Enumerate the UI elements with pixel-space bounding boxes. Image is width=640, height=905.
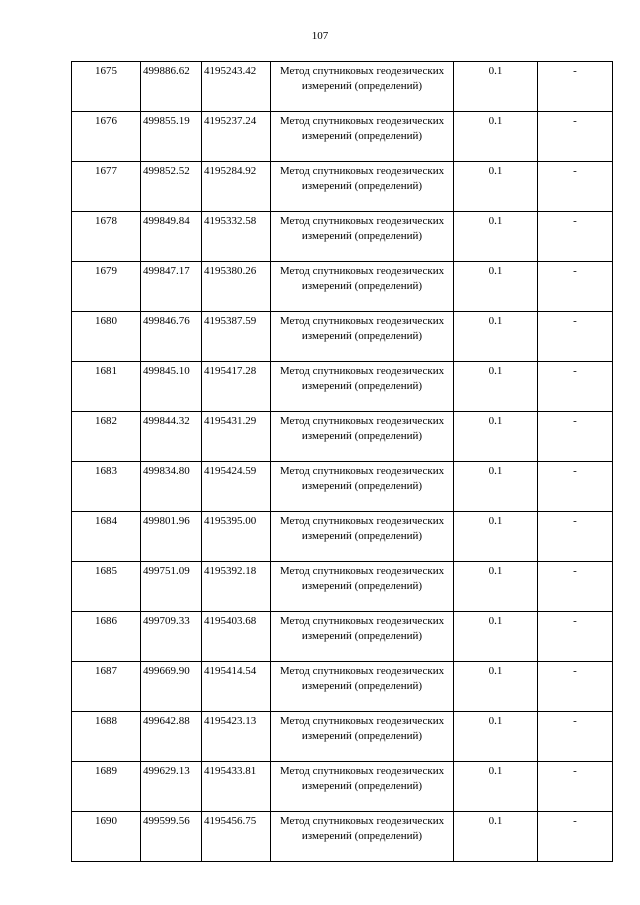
accuracy-cell: 0.1 (454, 662, 538, 712)
table-row (72, 362, 613, 412)
accuracy-cell: 0.1 (454, 312, 538, 362)
x-coordinate-cell: 499844.32 (141, 412, 202, 462)
note-cell: - (538, 312, 613, 362)
point-number-cell: 1689 (72, 762, 141, 812)
method-cell: Метод спутниковых геодезических измерений (определений) (271, 562, 454, 612)
table-row (72, 212, 613, 262)
x-coordinate-cell: 499642.88 (141, 712, 202, 762)
coordinates-table (71, 61, 613, 862)
note-cell: - (538, 162, 613, 212)
table-row (72, 512, 613, 562)
method-cell: Метод спутниковых геодезических измерений (определений) (271, 362, 454, 412)
y-coordinate-cell: 4195433.81 (202, 762, 271, 812)
method-cell: Метод спутниковых геодезических измерений (определений) (271, 462, 454, 512)
point-number-cell: 1681 (72, 362, 141, 412)
method-cell: Метод спутниковых геодезических измерений (определений) (271, 62, 454, 112)
table-row (72, 312, 613, 362)
method-cell: Метод спутниковых геодезических измерений (определений) (271, 262, 454, 312)
note-cell: - (538, 462, 613, 512)
method-cell: Метод спутниковых геодезических измерений (определений) (271, 212, 454, 262)
x-coordinate-cell: 499709.33 (141, 612, 202, 662)
method-cell: Метод спутниковых геодезических измерений (определений) (271, 312, 454, 362)
note-cell: - (538, 262, 613, 312)
method-cell: Метод спутниковых геодезических измерений (определений) (271, 712, 454, 762)
y-coordinate-cell: 4195237.24 (202, 112, 271, 162)
method-cell: Метод спутниковых геодезических измерений (определений) (271, 112, 454, 162)
y-coordinate-cell: 4195392.18 (202, 562, 271, 612)
accuracy-cell: 0.1 (454, 612, 538, 662)
table-row (72, 62, 613, 112)
x-coordinate-cell: 499855.19 (141, 112, 202, 162)
note-cell: - (538, 212, 613, 262)
x-coordinate-cell: 499629.13 (141, 762, 202, 812)
table-row (72, 162, 613, 212)
table-row (72, 112, 613, 162)
y-coordinate-cell: 4195380.26 (202, 262, 271, 312)
table-row (72, 262, 613, 312)
note-cell: - (538, 112, 613, 162)
note-cell: - (538, 412, 613, 462)
y-coordinate-cell: 4195431.29 (202, 412, 271, 462)
method-cell: Метод спутниковых геодезических измерений (определений) (271, 512, 454, 562)
y-coordinate-cell: 4195332.58 (202, 212, 271, 262)
table-row (72, 612, 613, 662)
note-cell: - (538, 812, 613, 862)
point-number-cell: 1678 (72, 212, 141, 262)
accuracy-cell: 0.1 (454, 562, 538, 612)
x-coordinate-cell: 499669.90 (141, 662, 202, 712)
point-number-cell: 1677 (72, 162, 141, 212)
method-cell: Метод спутниковых геодезических измерений (определений) (271, 812, 454, 862)
y-coordinate-cell: 4195417.28 (202, 362, 271, 412)
x-coordinate-cell: 499834.80 (141, 462, 202, 512)
table-row (72, 712, 613, 762)
accuracy-cell: 0.1 (454, 512, 538, 562)
method-cell: Метод спутниковых геодезических измерений (определений) (271, 162, 454, 212)
accuracy-cell: 0.1 (454, 262, 538, 312)
table-row (72, 462, 613, 512)
y-coordinate-cell: 4195243.42 (202, 62, 271, 112)
x-coordinate-cell: 499849.84 (141, 212, 202, 262)
point-number-cell: 1676 (72, 112, 141, 162)
x-coordinate-cell: 499751.09 (141, 562, 202, 612)
accuracy-cell: 0.1 (454, 112, 538, 162)
accuracy-cell: 0.1 (454, 462, 538, 512)
note-cell: - (538, 562, 613, 612)
y-coordinate-cell: 4195387.59 (202, 312, 271, 362)
page-number: 107 (311, 30, 329, 42)
y-coordinate-cell: 4195284.92 (202, 162, 271, 212)
accuracy-cell: 0.1 (454, 812, 538, 862)
point-number-cell: 1683 (72, 462, 141, 512)
accuracy-cell: 0.1 (454, 712, 538, 762)
note-cell: - (538, 62, 613, 112)
method-cell: Метод спутниковых геодезических измерений (определений) (271, 412, 454, 462)
point-number-cell: 1685 (72, 562, 141, 612)
point-number-cell: 1680 (72, 312, 141, 362)
note-cell: - (538, 662, 613, 712)
x-coordinate-cell: 499599.56 (141, 812, 202, 862)
table-row (72, 412, 613, 462)
method-cell: Метод спутниковых геодезических измерений (определений) (271, 762, 454, 812)
note-cell: - (538, 362, 613, 412)
table-row (72, 762, 613, 812)
table-row (72, 562, 613, 612)
accuracy-cell: 0.1 (454, 362, 538, 412)
point-number-cell: 1687 (72, 662, 141, 712)
y-coordinate-cell: 4195395.00 (202, 512, 271, 562)
note-cell: - (538, 612, 613, 662)
table-row (72, 662, 613, 712)
x-coordinate-cell: 499845.10 (141, 362, 202, 412)
x-coordinate-cell: 499886.62 (141, 62, 202, 112)
y-coordinate-cell: 4195423.13 (202, 712, 271, 762)
y-coordinate-cell: 4195456.75 (202, 812, 271, 862)
x-coordinate-cell: 499801.96 (141, 512, 202, 562)
y-coordinate-cell: 4195403.68 (202, 612, 271, 662)
accuracy-cell: 0.1 (454, 162, 538, 212)
method-cell: Метод спутниковых геодезических измерений (определений) (271, 662, 454, 712)
y-coordinate-cell: 4195414.54 (202, 662, 271, 712)
point-number-cell: 1684 (72, 512, 141, 562)
note-cell: - (538, 762, 613, 812)
x-coordinate-cell: 499852.52 (141, 162, 202, 212)
point-number-cell: 1675 (72, 62, 141, 112)
point-number-cell: 1682 (72, 412, 141, 462)
method-cell: Метод спутниковых геодезических измерений (определений) (271, 612, 454, 662)
accuracy-cell: 0.1 (454, 412, 538, 462)
point-number-cell: 1690 (72, 812, 141, 862)
y-coordinate-cell: 4195424.59 (202, 462, 271, 512)
x-coordinate-cell: 499846.76 (141, 312, 202, 362)
accuracy-cell: 0.1 (454, 762, 538, 812)
x-coordinate-cell: 499847.17 (141, 262, 202, 312)
note-cell: - (538, 512, 613, 562)
accuracy-cell: 0.1 (454, 212, 538, 262)
point-number-cell: 1686 (72, 612, 141, 662)
accuracy-cell: 0.1 (454, 62, 538, 112)
point-number-cell: 1688 (72, 712, 141, 762)
note-cell: - (538, 712, 613, 762)
point-number-cell: 1679 (72, 262, 141, 312)
table-body (72, 62, 613, 862)
table-row (72, 812, 613, 862)
